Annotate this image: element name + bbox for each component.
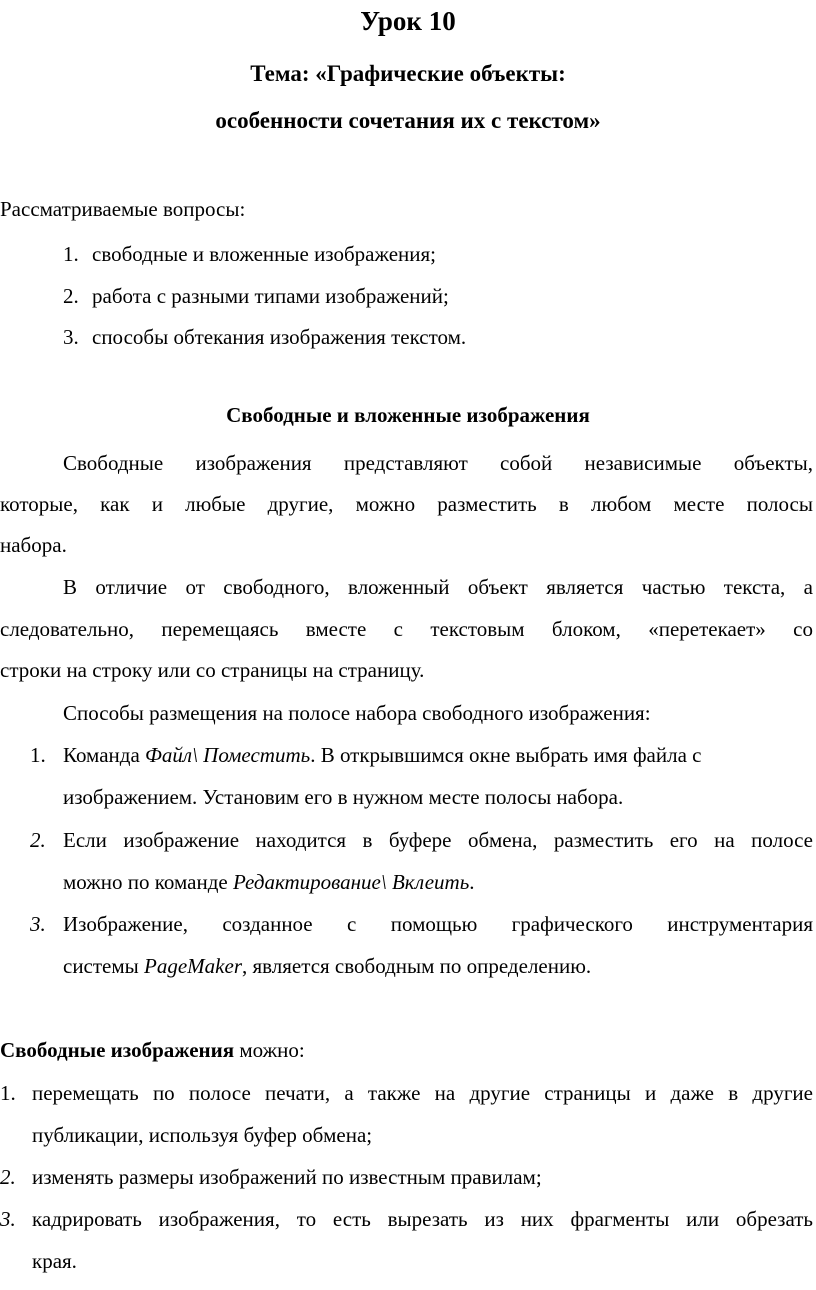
- list-item-text: системы: [63, 954, 145, 978]
- paragraph-line: Свободные изображения представляют собой независимые объекты,: [63, 451, 813, 475]
- menu-command: Файл\ Поместить: [145, 743, 311, 767]
- capabilities-intro-bold: Свободные изображения: [0, 1038, 235, 1062]
- list-item-continuation: публикации, используя буфер обмена;: [32, 1123, 373, 1147]
- list-item: перемещать по полосе печати, а также на другие страницы и даже в другие: [32, 1081, 813, 1105]
- list-item-number: 1.: [63, 242, 79, 266]
- placement-methods-intro: Способы размещения на полосе набора свободного изображения:: [63, 701, 651, 725]
- list-item-number: 3.: [0, 1207, 16, 1231]
- list-item-continuation: края.: [32, 1249, 77, 1273]
- list-item: Если изображение находится в буфере обмена, разместить его на полосе: [63, 828, 813, 852]
- questions-intro: Рассматриваемые вопросы:: [0, 197, 246, 221]
- list-item: кадрировать изображения, то есть вырезать из них фрагменты или обрезать: [32, 1207, 813, 1231]
- list-item-continuation: изображением. Установим его в нужном месте полосы набора.: [63, 785, 624, 809]
- paragraph-line: следовательно, перемещаясь вместе с текстовым блоком, «перетекает» со: [0, 617, 813, 641]
- list-item-number: 2.: [30, 828, 46, 852]
- list-item-number: 1.: [30, 743, 46, 767]
- lesson-topic-line-1: Тема: «Графические объекты:: [250, 61, 566, 86]
- list-item-text: Команда: [63, 743, 146, 767]
- list-item-continuation: [63, 956, 591, 977]
- paragraph-line: набора.: [0, 533, 67, 557]
- lesson-topic-line-2: особенности сочетания их с текстом»: [215, 108, 601, 133]
- list-item-text: , является свободным по определению.: [242, 954, 592, 978]
- list-item: работа с разными типами изображений;: [92, 284, 449, 308]
- list-item: изменять размеры изображений по известным правилам;: [32, 1165, 542, 1189]
- list-item-text: .: [469, 870, 475, 894]
- list-item-number: 1.: [0, 1081, 16, 1105]
- paragraph-line: которые, как и любые другие, можно разместить в любом месте полосы: [0, 492, 813, 516]
- list-item-text: можно по команде: [63, 870, 233, 894]
- paragraph-line: строки на строку или со страницы на страницу.: [0, 658, 425, 682]
- menu-command: Редактирование\ Вклеить: [232, 870, 470, 894]
- list-item-number: 3.: [63, 325, 79, 349]
- list-item-text: . В открывшимся окне выбрать имя файла с: [310, 743, 702, 767]
- list-item: [63, 745, 813, 766]
- paragraph-line: В отличие от свободного, вложенный объект является частью текста, а: [63, 575, 813, 599]
- list-item: Изображение, созданное с помощью графического инструментария: [63, 912, 813, 936]
- capabilities-intro-text: можно:: [234, 1038, 305, 1062]
- list-item-number: 2.: [0, 1165, 16, 1189]
- program-name: PageMaker: [144, 954, 242, 978]
- section-heading: Свободные и вложенные изображения: [226, 403, 590, 427]
- list-item: свободные и вложенные изображения;: [92, 242, 437, 266]
- list-item-continuation: [63, 872, 475, 893]
- page-title: Урок 10: [360, 6, 456, 36]
- list-item-number: 2.: [63, 284, 79, 308]
- list-item: способы обтекания изображения текстом.: [92, 325, 467, 349]
- list-item-number: 3.: [30, 912, 46, 936]
- capabilities-intro: [0, 1040, 305, 1061]
